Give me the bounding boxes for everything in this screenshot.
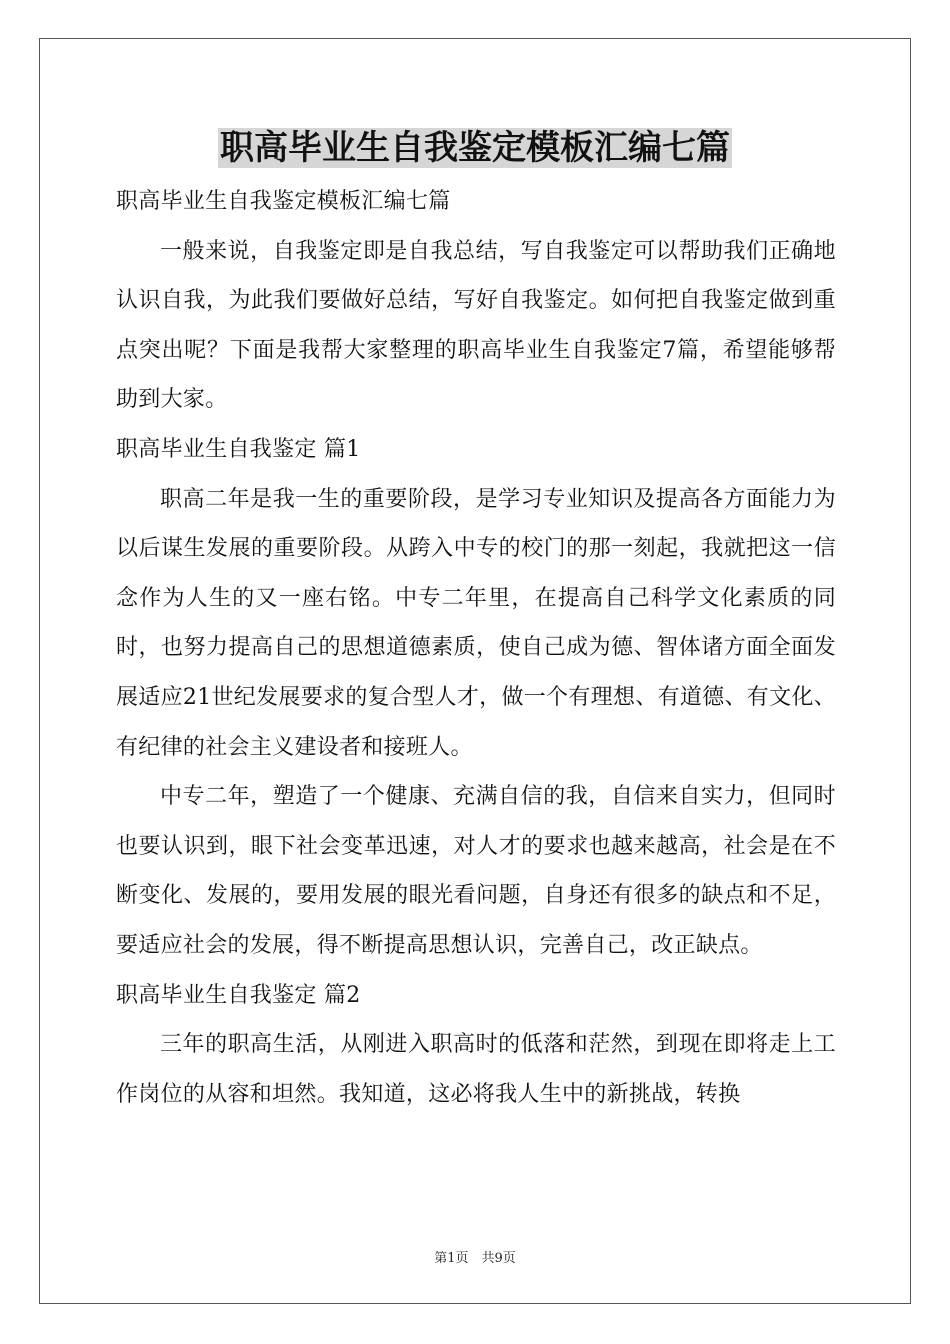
document-body — [116, 177, 836, 1119]
body-paragraph: 三年的职高生活，从刚进入职高时的低落和茫然，到现在即将走上工作岗位的从容和坦然。我知道，这必将我人生中的新挑战，转换 — [116, 1032, 836, 1107]
body-paragraph: 中专二年，塑造了一个健康、充满自信的我，自信来自实力，但同时也要认识到，眼下社会变革迅速，对人才的要求也越来越高，社会是在不断变化、发展的，要用发展的眼光看问题，自身还有很多的缺点和不足，要适应社会的发展，得不断提高思想认识，完善自己，改正缺点。 — [116, 784, 836, 958]
body-paragraph: 职高二年是我一生的重要阶段，是学习专业知识及提高各方面能力为以后谋生发展的重要阶段。从跨入中专的校门的那一刻起，我就把这一信念作为人生的又一座右铭。中专二年里，在提高自己科学文化素质的同时，也努力提高自己的思想道德素质，使自己成为德、智体诸方面全面发展适应21世纪发展要求的复合型人才，做一个有理想、有道德、有文化、有纪律的社会主义建设者和接班人。 — [116, 486, 836, 760]
section-heading-2: 职高毕业生自我鉴定 篇2 — [116, 982, 361, 1008]
document-title — [0, 124, 950, 172]
document-title-text: 职高毕业生自我鉴定模板汇编七篇 — [220, 128, 730, 168]
section-heading-1: 职高毕业生自我鉴定 篇1 — [116, 436, 361, 462]
subtitle-paragraph: 职高毕业生自我鉴定模板汇编七篇 — [116, 189, 451, 214]
page-footer: 第1页 共9页 — [434, 1251, 516, 1266]
intro-paragraph: 一般来说，自我鉴定即是自我总结，写自我鉴定可以帮助我们正确地认识自我，为此我们要做好总结，写好自我鉴定。如何把自我鉴定做到重点突出呢？下面是我帮大家整理的职高毕业生自我鉴定7篇，希望能够帮助到大家。 — [116, 238, 836, 413]
